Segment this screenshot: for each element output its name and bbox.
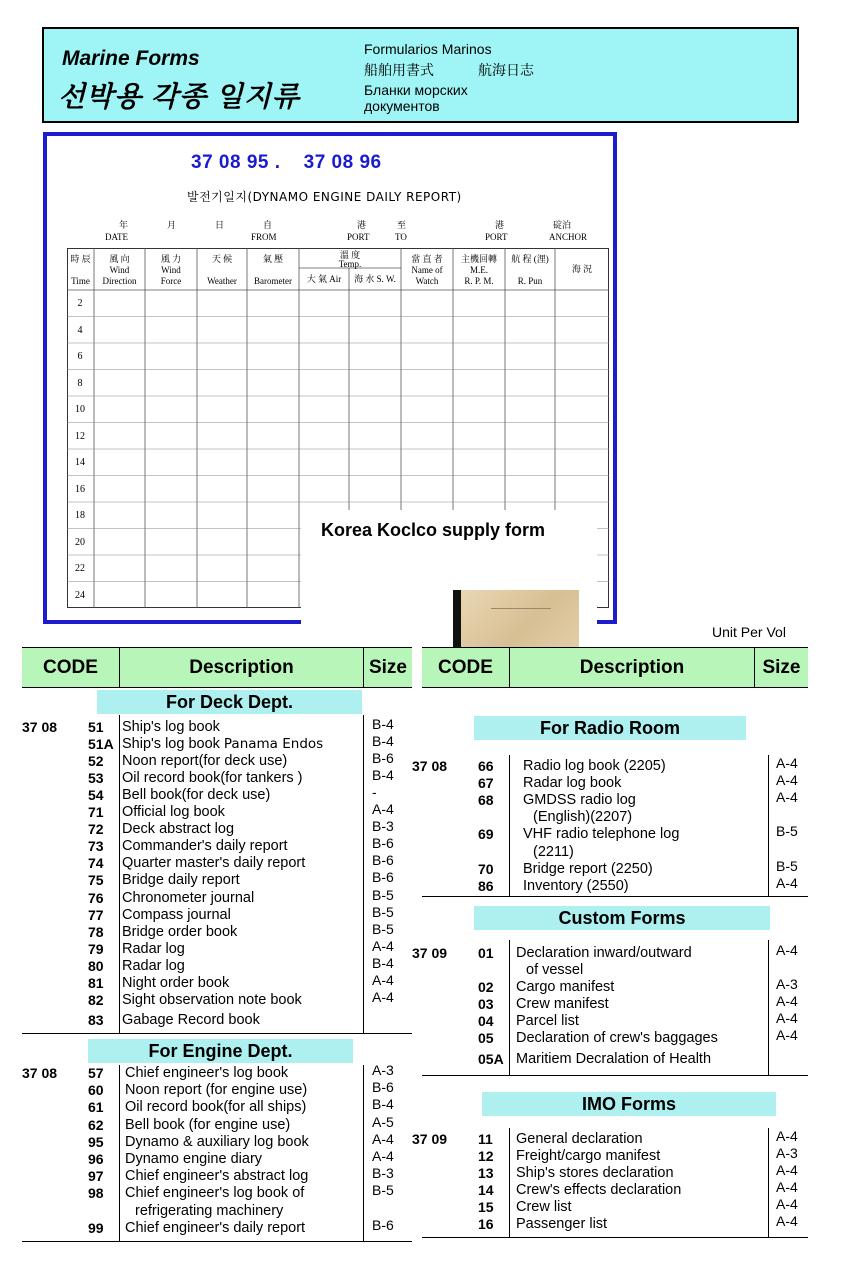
item-size: B-3 xyxy=(372,818,394,835)
item-size: B-6 xyxy=(372,869,394,886)
item-description xyxy=(125,1134,309,1151)
item-description-text: Chief engineer's log book xyxy=(125,1065,289,1081)
item-code: 75 xyxy=(88,872,104,889)
item-description xyxy=(122,907,231,924)
header-description-right: Description xyxy=(579,657,685,678)
col-time-top: 時 辰 xyxy=(70,254,91,264)
item-code: 54 xyxy=(88,787,104,804)
hour-label: 12 xyxy=(75,430,85,442)
item-description xyxy=(125,1220,305,1237)
item-description-text: Commander's daily report xyxy=(122,838,288,855)
item-code: 05A xyxy=(478,1051,504,1067)
item-description-text: Ship's stores declaration xyxy=(516,1164,674,1181)
item-code: 51A xyxy=(88,736,114,753)
right-table-header xyxy=(422,647,808,688)
item-code: 80 xyxy=(88,957,104,974)
item-code: 95 xyxy=(88,1133,104,1150)
col-run-top: 航 程 (浬) xyxy=(511,254,549,264)
item-description-text: Ship's log book xyxy=(122,719,220,735)
item-code: 79 xyxy=(88,940,104,957)
item-size: A-4 xyxy=(776,1027,798,1043)
col-wind-dir-bottom: Direction xyxy=(102,276,137,286)
item-description-text: Bridge daily report xyxy=(122,872,240,889)
sample-product-codes: 37 08 95 . 37 08 96 xyxy=(191,152,382,173)
item-description-text: Radar log xyxy=(122,940,185,957)
item-code: 12 xyxy=(478,1147,494,1164)
item-description xyxy=(516,1165,674,1182)
item-size: A-4 xyxy=(776,1128,798,1144)
item-description-text: VHF radio telephone log xyxy=(523,826,680,843)
item-description xyxy=(516,945,692,962)
item-description xyxy=(122,753,287,770)
item-code: 02 xyxy=(478,979,494,995)
col-temp-air: 大 氣 Air xyxy=(306,274,342,284)
item-size: A-4 xyxy=(776,1178,798,1195)
item-code: 66 xyxy=(478,758,494,774)
item-description-text: Crew manifest xyxy=(516,996,609,1012)
item-description-text: Noon report (for engine use) xyxy=(125,1082,308,1099)
label-to: TO xyxy=(395,232,407,242)
col-wind-force-bottom: Force xyxy=(160,276,182,286)
item-description-text: Official log book xyxy=(122,804,225,821)
item-size: B-4 xyxy=(372,716,394,732)
item-size: B-3 xyxy=(372,1165,394,1182)
item-size: B-5 xyxy=(372,1182,394,1199)
section-imo-forms: IMO Forms xyxy=(482,1092,776,1116)
item-size: A-3 xyxy=(776,1144,798,1161)
item-code: 81 xyxy=(88,974,104,991)
item-size: B-6 xyxy=(372,852,394,869)
item-description xyxy=(516,1148,660,1165)
col-watch-mid: Name of xyxy=(411,265,443,275)
item-description-text: Bell book (for engine use) xyxy=(125,1116,291,1133)
item-description-text: Maritiem Decralation of Health xyxy=(516,1051,712,1067)
title-russian-2: документов xyxy=(364,98,440,114)
item-description xyxy=(122,855,305,872)
item-description-extra: Panama Endos xyxy=(223,736,324,753)
item-description xyxy=(125,1082,307,1099)
hour-label: 20 xyxy=(75,536,85,548)
label-port-1: PORT xyxy=(347,232,370,242)
supply-text: Korea Koclco supply form xyxy=(321,520,546,540)
item-description-text: Radio log book (2205) xyxy=(523,758,666,774)
item-description xyxy=(516,1051,711,1068)
header-description: Description xyxy=(189,657,294,678)
item-description-text: Noon report(for deck use) xyxy=(122,753,288,770)
item-description xyxy=(122,941,185,958)
col-rpm-mid: M.E. xyxy=(470,265,488,275)
item-description-text: Quarter master's daily report xyxy=(122,855,306,872)
code-prefix: 37 09 xyxy=(412,945,448,961)
item-description-line2: refrigerating machinery xyxy=(135,1202,284,1219)
item-code: 77 xyxy=(88,906,104,923)
item-size: A-4 xyxy=(776,1010,798,1026)
item-code: 61 xyxy=(88,1099,104,1116)
title-russian-1: Бланки морских xyxy=(364,82,468,98)
col-barometer-bottom: Barometer xyxy=(254,276,292,286)
item-code: 86 xyxy=(478,877,494,894)
sample-form-preview xyxy=(43,132,617,624)
item-description-text: Radar log book xyxy=(523,775,622,792)
section-deck-dept: For Deck Dept. xyxy=(97,690,362,714)
item-code: 74 xyxy=(88,855,104,872)
item-size: A-4 xyxy=(776,874,798,891)
col-wind-force-top: 風 力 xyxy=(160,254,182,264)
item-code: 04 xyxy=(478,1013,494,1029)
item-size: B-6 xyxy=(372,1216,394,1233)
item-code: 69 xyxy=(478,826,494,843)
code-prefix: 37 09 xyxy=(412,1131,448,1147)
item-description xyxy=(516,1182,681,1199)
item-code: 01 xyxy=(478,945,494,961)
item-description-text: Cargo manifest xyxy=(516,979,615,995)
col-rpm-bottom: R. P. M. xyxy=(464,276,494,286)
label-from: FROM xyxy=(251,232,277,242)
item-description-line2: (English)(2207) xyxy=(533,809,633,826)
item-size: B-6 xyxy=(372,1079,394,1096)
label-teihaku: 碇泊 xyxy=(553,220,572,230)
item-size: A-4 xyxy=(776,942,798,958)
item-description-text: Oil record book(for tankers ) xyxy=(122,770,303,787)
item-size: A-4 xyxy=(372,971,394,988)
item-description xyxy=(122,787,270,804)
item-code: 99 xyxy=(88,1219,104,1236)
item-description-text: Deck abstract log xyxy=(122,821,235,838)
col-temp-mid: Temp. xyxy=(338,259,362,269)
item-description xyxy=(125,1117,290,1134)
hour-label: 6 xyxy=(77,351,83,362)
item-size: A-4 xyxy=(776,789,798,806)
item-description xyxy=(516,979,614,996)
col-time-bottom: Time xyxy=(71,276,90,286)
item-description xyxy=(122,821,234,838)
sample-grid xyxy=(67,248,609,608)
item-description xyxy=(125,1168,308,1185)
item-description-text: Inventory (2550) xyxy=(523,877,629,894)
item-description-text: Parcel list xyxy=(516,1013,579,1029)
item-code: 76 xyxy=(88,889,104,906)
item-description-text: Crew's effects declaration xyxy=(516,1181,682,1198)
item-description xyxy=(125,1185,304,1202)
item-code: 73 xyxy=(88,838,104,855)
code-prefix: 37 08 xyxy=(22,719,58,735)
section-radio-room: For Radio Room xyxy=(474,716,746,740)
header-code: CODE xyxy=(43,657,98,678)
item-code: 97 xyxy=(88,1168,104,1185)
item-description xyxy=(523,775,621,792)
col-temp-sw: 海 水 S. W. xyxy=(354,274,396,284)
col-wind-dir-mid: Wind xyxy=(109,265,130,275)
item-size: B-4 xyxy=(372,733,394,750)
item-size: B-4 xyxy=(372,954,394,971)
item-description xyxy=(516,1013,579,1030)
label-port-2: PORT xyxy=(485,232,508,242)
item-description-text: Bridge order book xyxy=(122,923,238,940)
col-weather-top: 天 候 xyxy=(211,254,233,264)
title-spanish: Formularios Marinos xyxy=(364,41,492,57)
title-japanese-2: 航海日志 xyxy=(478,62,534,78)
right-catalog-table xyxy=(412,647,808,1242)
label-itaru: 至 xyxy=(397,220,407,230)
unit-per-vol: Unit Per Vol xyxy=(712,624,786,640)
header-size: Size xyxy=(368,657,408,678)
item-description xyxy=(523,792,636,809)
item-description-text: Crew list xyxy=(516,1198,572,1215)
item-description xyxy=(125,1099,306,1116)
item-code: 68 xyxy=(478,792,494,809)
item-description xyxy=(516,996,609,1013)
hour-label: 14 xyxy=(75,457,85,468)
hour-label: 24 xyxy=(75,589,85,601)
item-code: 96 xyxy=(88,1151,104,1167)
item-size: A-3 xyxy=(776,976,798,992)
item-size: - xyxy=(372,784,377,801)
item-description-line2: (2211) xyxy=(533,843,574,860)
code-prefix: 37 08 xyxy=(412,758,448,774)
item-size: B-5 xyxy=(372,886,394,903)
col-run-bottom: R. Pun xyxy=(517,276,543,286)
item-description xyxy=(122,719,220,736)
item-code: 14 xyxy=(478,1181,494,1198)
label-anchor: ANCHOR xyxy=(549,232,588,242)
hour-label: 18 xyxy=(75,510,85,521)
item-description xyxy=(523,758,666,775)
item-code: 62 xyxy=(88,1116,104,1133)
hour-label: 22 xyxy=(75,563,85,574)
item-code: 05 xyxy=(478,1030,494,1046)
label-nen: 年 xyxy=(119,220,129,230)
col-rpm-top: 主機回轉 xyxy=(460,254,497,264)
item-code: 51 xyxy=(88,719,104,735)
item-description-text: Night order book xyxy=(122,974,230,991)
item-size: B-5 xyxy=(372,903,394,920)
item-description-text: Chief engineer's abstract log xyxy=(125,1168,309,1185)
col-watch-bottom: Watch xyxy=(415,276,439,286)
item-description xyxy=(122,958,185,975)
item-description-text: Bridge report (2250) xyxy=(523,860,653,877)
item-description xyxy=(122,890,254,907)
item-description xyxy=(516,1216,607,1233)
item-size: A-5 xyxy=(372,1113,394,1130)
item-size: B-5 xyxy=(372,920,394,937)
title-korean: 선박용 각종 일지류 xyxy=(58,81,300,112)
item-description-text: Dynamo engine diary xyxy=(125,1151,263,1167)
item-description xyxy=(122,804,225,821)
col-weather-bottom: Weather xyxy=(207,276,237,286)
item-code: 67 xyxy=(478,775,494,792)
item-description xyxy=(516,1131,643,1148)
item-description-text: Sight observation note book xyxy=(122,991,302,1008)
hour-label: 8 xyxy=(77,377,83,389)
label-minato-1: 港 xyxy=(357,220,367,230)
col-wind-dir-top: 風 向 xyxy=(109,254,130,264)
item-description-text: Passenger list xyxy=(516,1215,608,1232)
item-description-text: Ship's log book xyxy=(122,736,220,753)
left-catalog-table xyxy=(22,647,412,1242)
item-size: B-4 xyxy=(372,767,394,784)
header-code-right: CODE xyxy=(438,657,493,678)
item-code: 52 xyxy=(88,753,104,770)
col-barometer-top: 氣 壓 xyxy=(262,254,284,264)
item-description-text: Compass journal xyxy=(122,906,231,923)
item-size: A-4 xyxy=(776,755,798,771)
item-description xyxy=(523,878,629,895)
item-description xyxy=(523,861,653,878)
item-description-text: Dynamo & auxiliary log book xyxy=(125,1133,309,1150)
item-size: A-4 xyxy=(776,1195,798,1212)
item-description xyxy=(516,1199,572,1216)
item-size: A-4 xyxy=(372,1130,394,1147)
item-size: B-5 xyxy=(776,823,798,840)
item-description-text: Gabage Record book xyxy=(122,1011,260,1028)
item-description xyxy=(523,826,679,843)
hour-label: 16 xyxy=(75,483,85,495)
item-description-text: Declaration of crew's baggages xyxy=(516,1030,718,1046)
item-code: 57 xyxy=(88,1065,104,1081)
item-description-text: Declaration inward/outward xyxy=(516,945,692,961)
item-size: A-4 xyxy=(372,937,394,954)
item-description xyxy=(122,872,240,889)
item-code: 16 xyxy=(478,1215,494,1232)
item-code: 15 xyxy=(478,1198,494,1215)
hour-label: 2 xyxy=(77,298,83,309)
item-size: A-4 xyxy=(372,988,394,1005)
item-size: B-4 xyxy=(372,1096,394,1113)
item-size: B-6 xyxy=(372,750,394,767)
item-code: 78 xyxy=(88,923,104,940)
code-prefix: 37 08 xyxy=(22,1065,58,1081)
catalog-header xyxy=(42,27,799,123)
label-minato-2: 港 xyxy=(495,220,505,230)
label-ji: 自 xyxy=(263,220,273,230)
title-japanese: 船舶用書式 xyxy=(364,62,434,78)
left-table-header xyxy=(22,647,412,688)
item-description-line2: of vessel xyxy=(526,962,584,978)
item-description-text: General declaration xyxy=(516,1131,643,1147)
item-description-text: Freight/cargo manifest xyxy=(516,1147,661,1164)
section-custom-forms: Custom Forms xyxy=(474,906,770,930)
item-size: A-4 xyxy=(776,993,798,1009)
item-code: 60 xyxy=(88,1082,104,1099)
item-description xyxy=(122,1012,260,1029)
label-tsuki: 月 xyxy=(167,220,177,230)
item-description-text: Radar log xyxy=(122,957,185,974)
label-date: DATE xyxy=(105,232,128,242)
hour-label: 4 xyxy=(77,324,83,336)
item-description xyxy=(122,975,229,992)
item-description-text: Oil record book(for all ships) xyxy=(125,1099,307,1116)
item-size: A-4 xyxy=(372,1148,394,1164)
item-size: A-4 xyxy=(776,1161,798,1178)
item-code: 11 xyxy=(478,1131,493,1147)
item-size: A-4 xyxy=(776,772,798,789)
col-watch-top: 當 直 者 xyxy=(411,254,443,264)
item-code: 82 xyxy=(88,991,104,1008)
col-sea-top: 海 況 xyxy=(571,264,593,274)
item-description xyxy=(122,838,288,855)
item-description xyxy=(122,924,237,941)
item-code: 83 xyxy=(88,1011,104,1028)
item-description xyxy=(125,1065,288,1082)
item-description-text: Chief engineer's log book of xyxy=(125,1185,305,1202)
item-size: B-5 xyxy=(776,857,798,874)
section-engine-dept: For Engine Dept. xyxy=(88,1039,353,1063)
label-hi: 日 xyxy=(215,220,225,230)
item-size: A-3 xyxy=(372,1062,394,1078)
item-code: 72 xyxy=(88,821,104,838)
item-description-text: GMDSS radio log xyxy=(523,792,636,809)
item-size: B-6 xyxy=(372,835,394,852)
item-code: 13 xyxy=(478,1164,494,1181)
item-code: 03 xyxy=(478,996,494,1012)
title-english: Marine Forms xyxy=(62,47,200,70)
item-description xyxy=(122,992,302,1009)
item-size: A-4 xyxy=(776,1212,798,1229)
item-code: 53 xyxy=(88,770,104,787)
hour-label: 10 xyxy=(75,404,85,415)
item-description xyxy=(122,736,323,753)
item-description-text: Chief engineer's daily report xyxy=(125,1219,306,1236)
item-code: 71 xyxy=(88,804,104,821)
item-code: 70 xyxy=(478,860,494,877)
header-size-right: Size xyxy=(762,657,801,678)
item-description-text: Chronometer journal xyxy=(122,889,255,906)
item-description xyxy=(122,770,303,787)
item-description-text: Bell book(for deck use) xyxy=(122,787,271,804)
sample-form-title: 발전기일지(DYNAMO ENGINE DAILY REPORT) xyxy=(187,190,462,204)
item-description xyxy=(125,1151,262,1168)
item-size: A-4 xyxy=(372,801,394,818)
item-description xyxy=(516,1030,718,1047)
col-temp-top: 溫 度 xyxy=(339,250,361,260)
col-wind-force-mid: Wind xyxy=(161,265,181,275)
item-code: 98 xyxy=(88,1185,104,1202)
